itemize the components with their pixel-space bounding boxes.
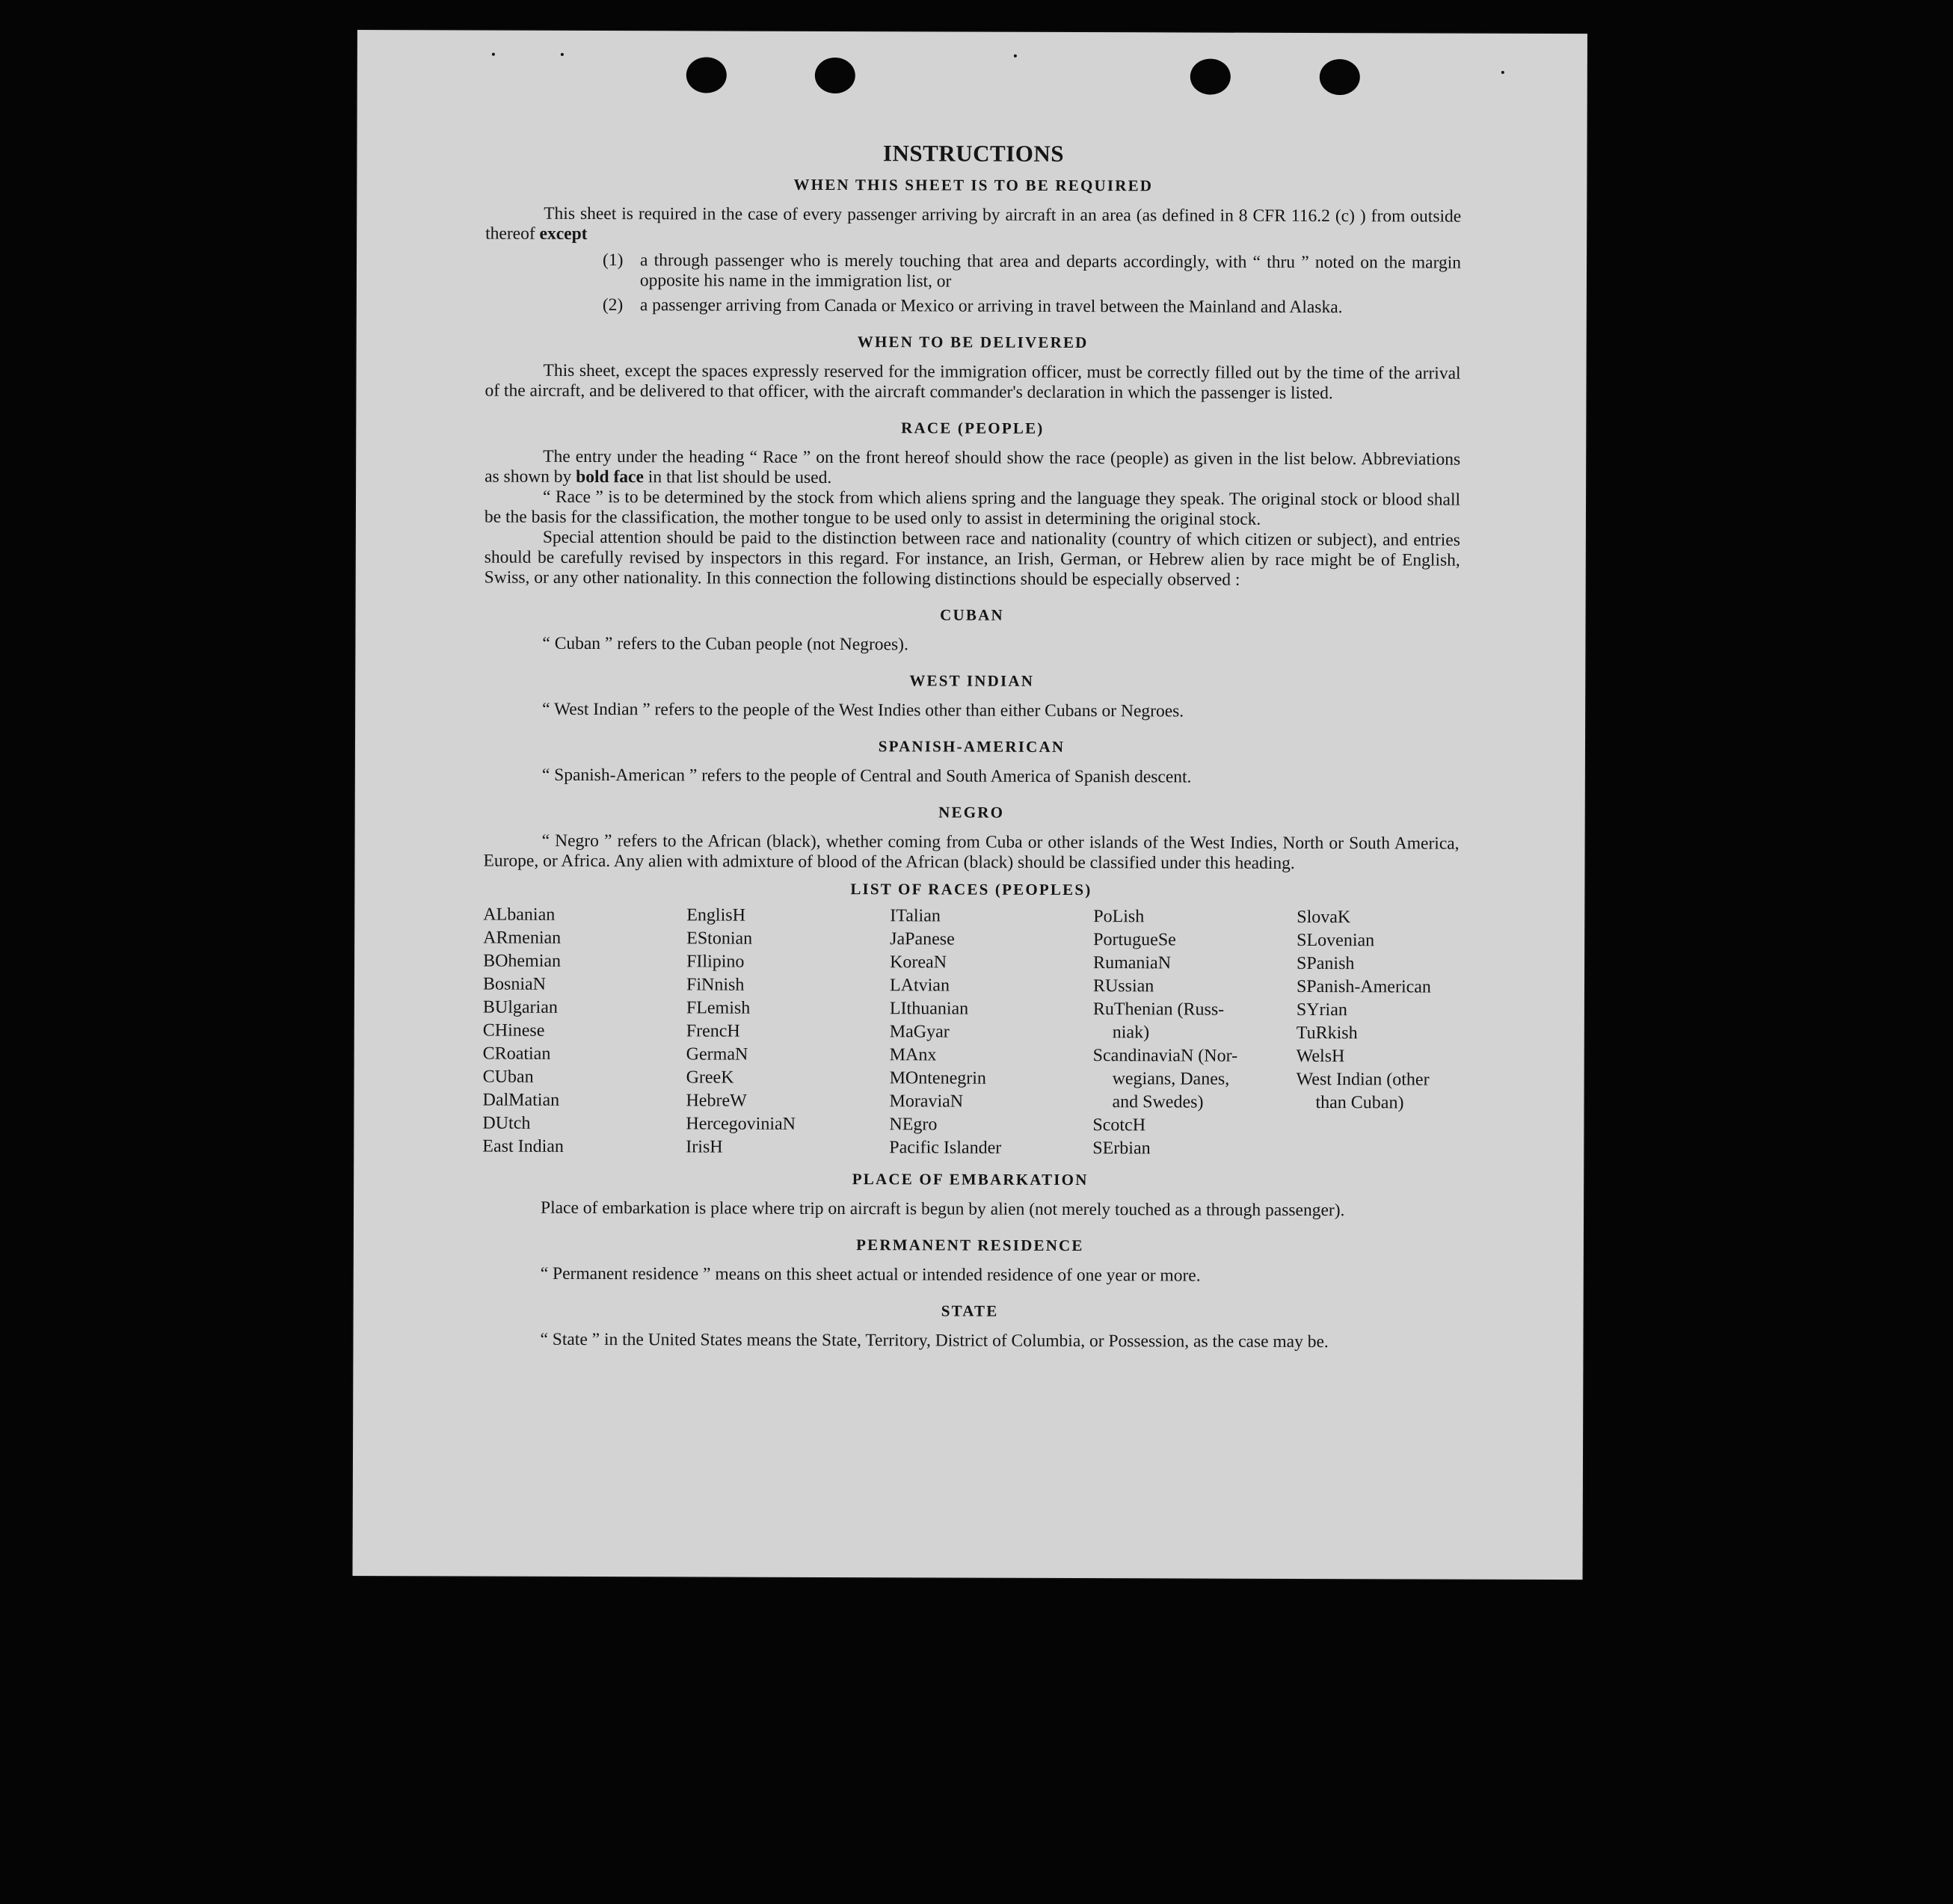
race-paragraph-2: “ Race ” is to be determined by the stock from which aliens spring and the language they speak. The original stock or blood shall be the basis for the classification, the mother tongue to be used only to assist in determining the original stock.: [484, 487, 1461, 529]
punch-hole: [1320, 59, 1360, 95]
section-heading-west-indian: WEST INDIAN: [909, 671, 1035, 690]
race-entry: EStonian: [686, 928, 753, 949]
race-entry: BosniaN: [482, 974, 547, 994]
race-paragraph-3: Special attention should be paid to the distinction between race and nationality (country of which citizen or subject), and entries should be carefully revised by inspectors in this regard. For instance, an Irish, German, or Hebrew alien by race might be of English, Swiss, or any other nationality. In this connection the following distinctions should be especially observed :: [484, 527, 1460, 590]
race-entry: PortugueSe: [1093, 930, 1176, 950]
race-entry: GermaN: [686, 1044, 748, 1065]
race-entry: PoLish: [1093, 907, 1145, 927]
race-entry: BOhemian: [483, 951, 562, 971]
spanish-american-text: “ Spanish-American ” refers to the people of Central and South America of Spanish descent.: [541, 765, 1192, 787]
section-heading-spanish-american: SPANISH-AMERICAN: [878, 737, 1065, 756]
punch-hole: [686, 57, 727, 93]
race-entry: ARmenian: [483, 928, 562, 948]
race-entry: RUssian: [1092, 976, 1154, 996]
section-heading-cuban: CUBAN: [940, 606, 1004, 624]
race-entry: LAtvian: [889, 976, 950, 996]
page-title: INSTRUCTIONS: [882, 140, 1065, 167]
races-column: [1092, 905, 1297, 1161]
race-entry: CRoatian: [482, 1044, 551, 1064]
race-entry: DUtch: [482, 1113, 531, 1133]
race-entry: ALbanian: [483, 905, 556, 925]
section-heading-race: RACE (PEOPLE): [901, 419, 1045, 437]
west-indian-text: “ West Indian ” refers to the people of the West Indies other than either Cubans or Negroes.: [542, 699, 1184, 721]
race-entry: FrencH: [686, 1021, 740, 1041]
race-entry: East Indian: [482, 1136, 564, 1156]
race-entry: SPanish: [1297, 953, 1355, 974]
race-entry: CHinese: [482, 1020, 545, 1041]
race-entry: SYrian: [1296, 999, 1347, 1020]
races-column: [686, 904, 890, 1159]
race-entry: JaPanese: [890, 929, 955, 949]
race-entry: SPanish-American: [1296, 976, 1431, 997]
race-entry: CUban: [482, 1067, 534, 1087]
race-entry: Pacific Islander: [889, 1138, 1002, 1158]
race-entry: MOntenegrin: [889, 1068, 986, 1088]
race-entry: MoraviaN: [889, 1091, 964, 1112]
races-list: [482, 904, 1459, 1162]
section-heading-state: STATE: [941, 1301, 999, 1320]
delivered-text: This sheet, except the spaces expressly reserved for the immigration officer, must be correctly filled out by the time of the arrival of the aircraft, and be delivered to that officer, with the aircraft commander's declaration in which the passenger is listed.: [485, 360, 1461, 404]
race-entry: GreeK: [686, 1067, 734, 1088]
race-entry: EnglisH: [686, 905, 745, 925]
race-entry: MAnx: [889, 1045, 937, 1065]
race-entry-continuation: and Swedes): [1112, 1092, 1204, 1112]
race-entry: SlovaK: [1297, 907, 1351, 928]
race-entry: IrisH: [686, 1137, 723, 1157]
race-entry-continuation: wegians, Danes,: [1112, 1069, 1230, 1089]
exception-item: (2) a passenger arriving from Canada or Mexico or arriving in travel between the Mainland and Alaska.: [602, 295, 1343, 318]
speck: [1014, 55, 1017, 58]
race-entry: ITalian: [890, 906, 941, 926]
punch-hole: [815, 58, 855, 93]
section-heading-embarkation: PLACE OF EMBARKATION: [852, 1170, 1089, 1189]
document-page: [353, 30, 1587, 1580]
speck: [1501, 71, 1504, 74]
race-entry: RumaniaN: [1093, 953, 1172, 973]
instructions-content: [482, 139, 1461, 1353]
races-column: [1296, 906, 1459, 1162]
speck: [492, 53, 495, 56]
race-entry-continuation: than Cuban): [1315, 1093, 1404, 1113]
race-entry: SLovenian: [1297, 930, 1375, 951]
race-entry: FiNnish: [686, 975, 745, 995]
cuban-text: “ Cuban ” refers to the Cuban people (not Negroes).: [542, 633, 908, 655]
race-entry: DalMatian: [482, 1090, 560, 1110]
race-entry: MaGyar: [889, 1022, 950, 1042]
required-intro: This sheet is required in the case of every passenger arriving by aircraft in an area (as defined in 8 CFR 116.2 (c) ) from outside thereof except: [485, 203, 1462, 244]
race-entry: HercegoviniaN: [686, 1114, 796, 1134]
race-entry: ScandinaviaN (Nor-: [1092, 1046, 1238, 1066]
race-entry: TuRkish: [1296, 1023, 1358, 1044]
race-entry: HebreW: [686, 1091, 747, 1111]
punch-hole: [1190, 58, 1231, 94]
section-heading-negro: NEGRO: [938, 803, 1005, 822]
races-column: [889, 905, 1093, 1160]
race-entry: WelsH: [1296, 1046, 1345, 1067]
section-heading-delivered: WHEN TO BE DELIVERED: [857, 333, 1089, 352]
state-text: “ State ” in the United States means the State, Territory, District of Columbia, or Possession, as the case may be.: [540, 1329, 1329, 1352]
section-heading-residence: PERMANENT RESIDENCE: [856, 1236, 1084, 1255]
section-heading-races-list: LIST OF RACES (PEOPLES): [850, 880, 1092, 899]
race-entry: KoreaN: [890, 952, 947, 973]
race-entry: NEgro: [889, 1115, 938, 1135]
embarkation-text: Place of embarkation is place where trip on aircraft is begun by alien (not merely touched as a through passenger).: [541, 1198, 1345, 1221]
race-entry: ScotcH: [1092, 1115, 1146, 1136]
race-entry: FLemish: [686, 998, 751, 1018]
race-entry-continuation: niak): [1112, 1023, 1150, 1043]
section-heading-required: WHEN THIS SHEET IS TO BE REQUIRED: [793, 175, 1154, 195]
negro-text: “ Negro ” refers to the African (black), whether coming from Cuba or other islands of the West Indies, North or South America, Europe, or Africa. Any alien with admixture of blood of the African (black) should be classified under this heading.: [483, 831, 1460, 873]
exception-item: (1) a through passenger who is merely touching that area and departs accordingly, with “ thru ” noted on the margin opposite his name in the immigration list, or: [602, 250, 1462, 292]
race-entry: West Indian (other: [1296, 1069, 1430, 1090]
races-column: [482, 904, 686, 1159]
race-entry: RuThenian (Russ-: [1092, 999, 1225, 1020]
race-paragraph-1: The entry under the heading “ Race ” on the front hereof should show the race (people) as given in the list below. Abbreviations as shown by bold face in that list should be used.: [485, 446, 1461, 487]
race-entry: FIlipino: [686, 952, 745, 972]
race-entry: SErbian: [1092, 1139, 1151, 1159]
exception-list: [485, 250, 1461, 318]
residence-text: “ Permanent residence ” means on this sheet actual or intended residence of one year or more.: [540, 1263, 1201, 1286]
race-entry: BUlgarian: [482, 997, 558, 1017]
speck: [561, 53, 564, 56]
race-entry: LIthuanian: [889, 999, 969, 1019]
